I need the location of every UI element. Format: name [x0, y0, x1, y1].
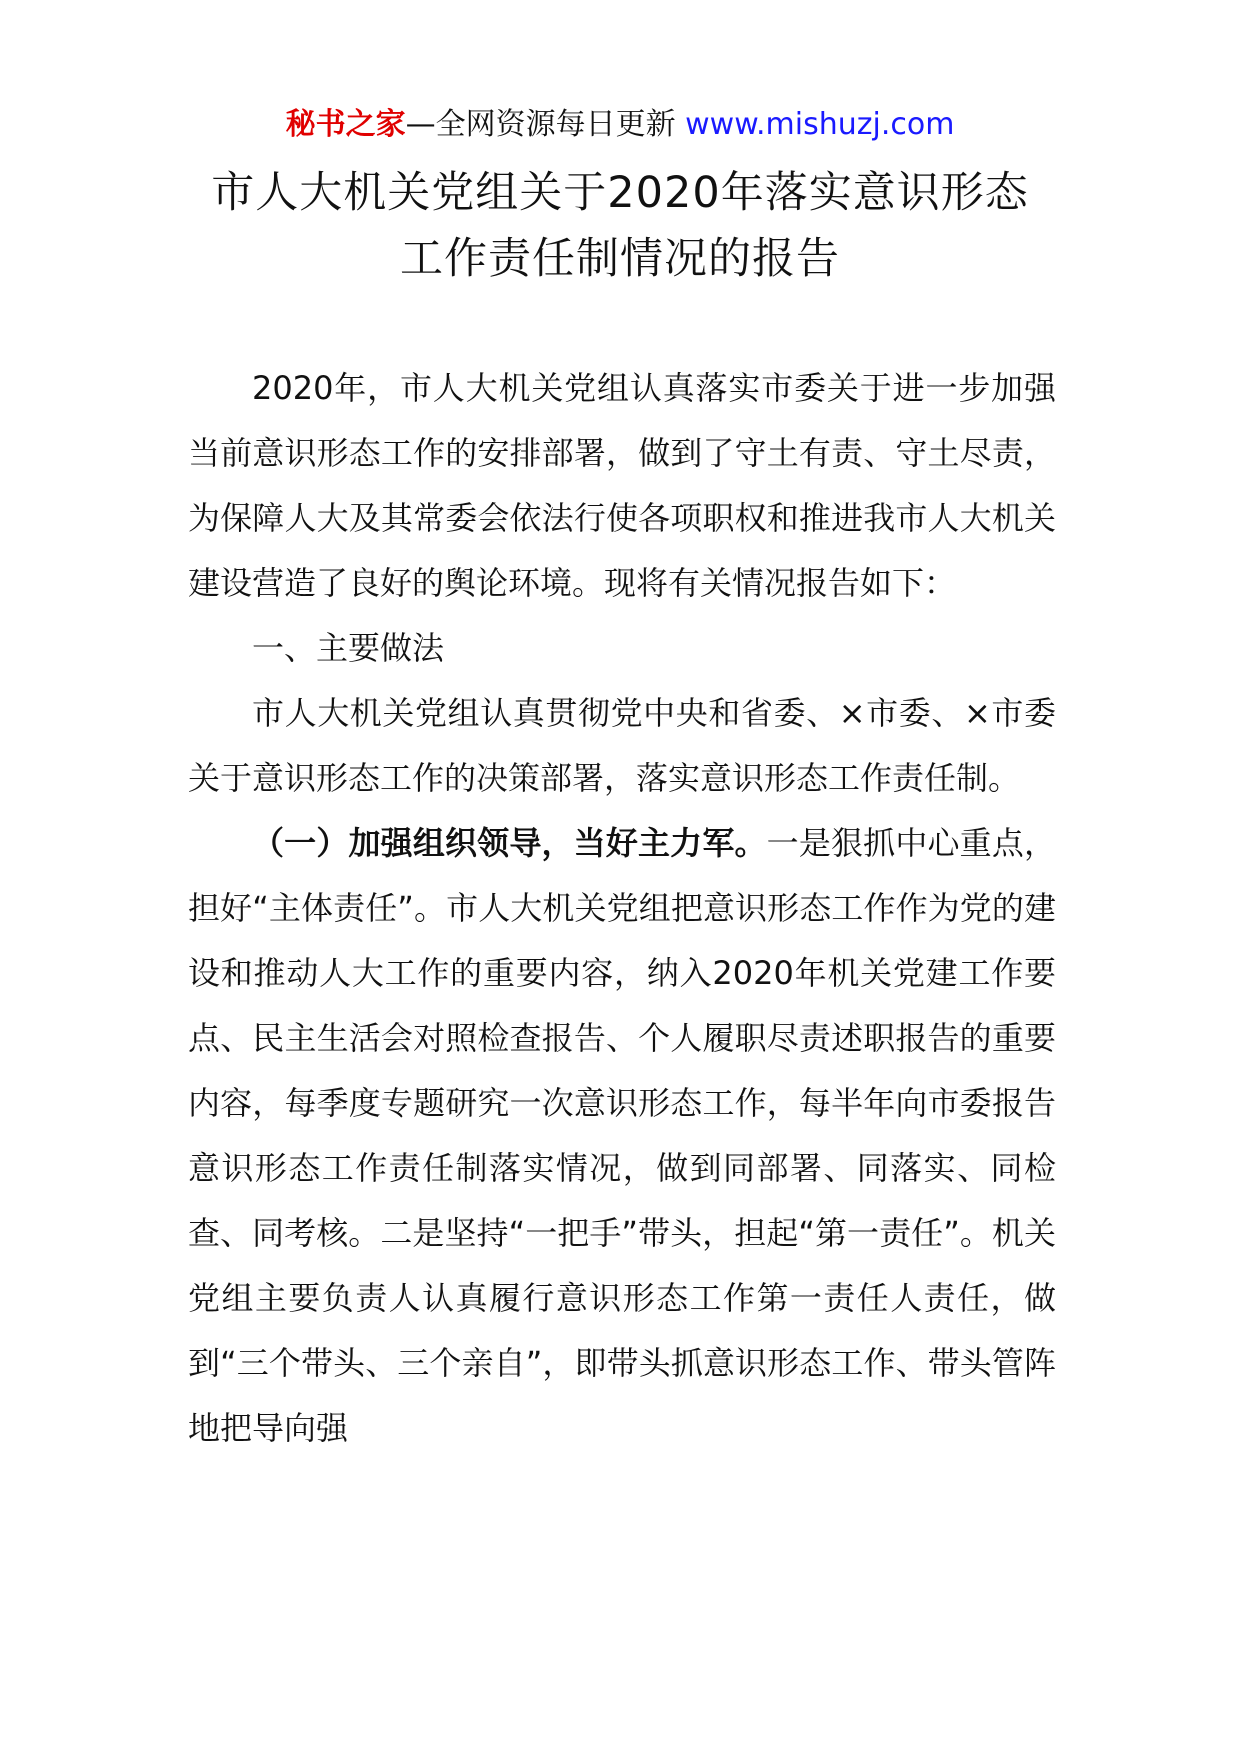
document-body [188, 356, 1056, 1461]
subsection-paragraph [188, 811, 1056, 1461]
section-paragraph: 市人大机关党组认真贯彻党中央和省委、×市委、×市委关于意识形态工作的决策部署，落实意识形态工作责任制。 [188, 694, 1056, 797]
subsection-body: 一是狠抓中心重点，担好“主体责任”。市人大机关党组把意识形态工作作为党的建设和推动人大工作的重要内容，纳入2020年机关党建工作要点、民主生活会对照检查报告、个人履职尽责述职报告的重要内容，每季度专题研究一次意识形态工作，每半年向市委报告意识形态工作责任制落实情况，做到同部署、同落实、同检查、同考核。二是坚持“一把手”带头，担起“第一责任”。机关党组主要负责人认真履行意识形态工作第一责任人责任，做到“三个带头、三个亲自”，即带头抓意识形态工作、带头管阵地把导向强 [188, 824, 1056, 1447]
banner-brand[interactable]: 秘书之家 [285, 107, 406, 142]
intro-paragraph: 2020年，市人大机关党组认真落实市委关于进一步加强当前意识形态工作的安排部署，做到了守土有责、守土尽责，为保障人大及其常委会依法行使各项职权和推进我市人大机关建设营造了良好的舆论环境。现将有关情况报告如下： [188, 369, 1056, 602]
section-heading: 一、主要做法 [252, 629, 445, 667]
subsection-heading: （一）加强组织领导，当好主力军。 [252, 824, 767, 862]
title-line-1: 市人大机关党组关于2020年落实意识形态 [211, 168, 1029, 218]
site-banner [0, 100, 1240, 150]
banner-slogan: —全网资源每日更新 [405, 107, 676, 142]
title-line-2: 工作责任制情况的报告 [400, 234, 840, 284]
banner-site-link[interactable]: www.mishuzj.com [685, 107, 955, 142]
document-title [150, 160, 1090, 292]
